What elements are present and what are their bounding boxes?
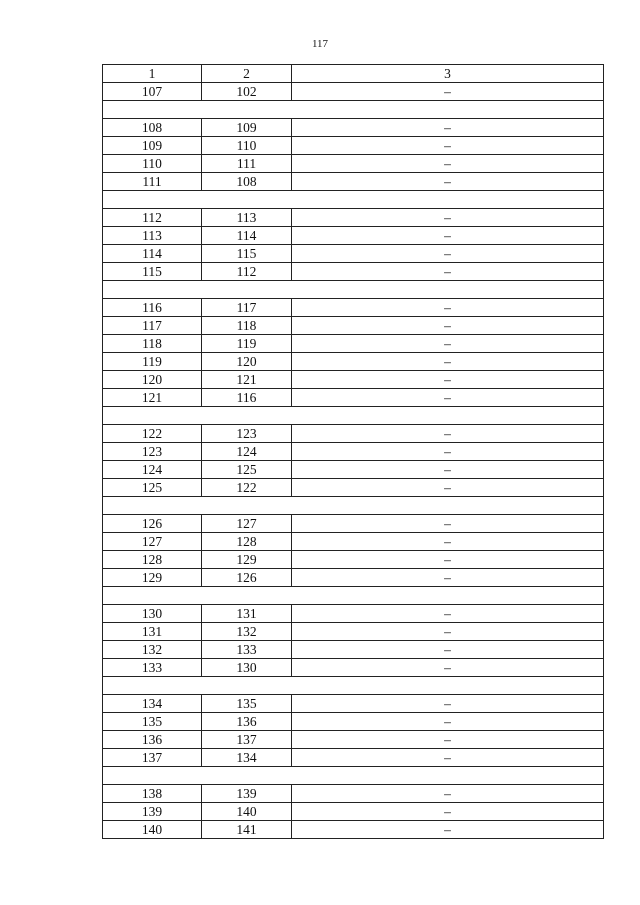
group-separator-row xyxy=(103,587,604,605)
table-row xyxy=(103,479,604,497)
table-cell: 123 xyxy=(103,443,202,461)
page-number: 117 xyxy=(311,38,329,50)
header-row xyxy=(103,65,604,83)
table-cell: 120 xyxy=(103,371,202,389)
table-cell: 107 xyxy=(103,83,202,101)
table-cell: 112 xyxy=(202,263,292,281)
table-cell: 133 xyxy=(202,641,292,659)
table-cell: – xyxy=(292,695,604,713)
column-header: 2 xyxy=(202,65,292,83)
table-cell: 132 xyxy=(103,641,202,659)
table-cell: 124 xyxy=(202,443,292,461)
table-cell: 108 xyxy=(103,119,202,137)
table-cell: 117 xyxy=(103,317,202,335)
separator-cell xyxy=(103,191,604,209)
table-row xyxy=(103,461,604,479)
table-cell: 125 xyxy=(103,479,202,497)
table-cell: 131 xyxy=(103,623,202,641)
table-cell: 132 xyxy=(202,623,292,641)
separator-cell xyxy=(103,497,604,515)
table-row xyxy=(103,119,604,137)
separator-cell xyxy=(103,767,604,785)
table-row xyxy=(103,803,604,821)
table-row xyxy=(103,695,604,713)
table-cell: – xyxy=(292,641,604,659)
table-cell: 134 xyxy=(103,695,202,713)
separator-cell xyxy=(103,677,604,695)
table-row xyxy=(103,389,604,407)
table-cell: – xyxy=(292,209,604,227)
table-row xyxy=(103,425,604,443)
table-cell: 102 xyxy=(202,83,292,101)
table-cell: – xyxy=(292,803,604,821)
table-cell: 114 xyxy=(103,245,202,263)
table-cell: 127 xyxy=(103,533,202,551)
table-cell: – xyxy=(292,299,604,317)
table-cell: 138 xyxy=(103,785,202,803)
table-cell: 141 xyxy=(202,821,292,839)
table-cell: 129 xyxy=(103,569,202,587)
group-separator-row xyxy=(103,767,604,785)
table-cell: 110 xyxy=(202,137,292,155)
table-cell: 137 xyxy=(103,749,202,767)
table-cell: – xyxy=(292,461,604,479)
table-cell: 108 xyxy=(202,173,292,191)
table-cell: 134 xyxy=(202,749,292,767)
data-table xyxy=(102,64,604,839)
table-cell: 116 xyxy=(202,389,292,407)
table-cell: – xyxy=(292,83,604,101)
group-separator-row xyxy=(103,281,604,299)
column-header: 1 xyxy=(103,65,202,83)
table-cell: 136 xyxy=(202,713,292,731)
table-row xyxy=(103,533,604,551)
table-cell: 117 xyxy=(202,299,292,317)
table-row xyxy=(103,353,604,371)
separator-cell xyxy=(103,407,604,425)
table-cell: 135 xyxy=(103,713,202,731)
separator-cell xyxy=(103,281,604,299)
table-cell: – xyxy=(292,551,604,569)
group-separator-row xyxy=(103,191,604,209)
table-cell: – xyxy=(292,155,604,173)
table-cell: – xyxy=(292,785,604,803)
table-cell: 113 xyxy=(103,227,202,245)
table-cell: 128 xyxy=(202,533,292,551)
table-cell: 109 xyxy=(202,119,292,137)
table-row xyxy=(103,83,604,101)
table-cell: – xyxy=(292,569,604,587)
table-cell: 115 xyxy=(103,263,202,281)
table-cell: – xyxy=(292,353,604,371)
table-cell: – xyxy=(292,119,604,137)
table-row xyxy=(103,173,604,191)
table-cell: 140 xyxy=(202,803,292,821)
table-row xyxy=(103,785,604,803)
table-cell: – xyxy=(292,137,604,155)
table-row xyxy=(103,731,604,749)
table-cell: 119 xyxy=(103,353,202,371)
table-cell: 122 xyxy=(202,479,292,497)
table-row xyxy=(103,443,604,461)
table-row xyxy=(103,245,604,263)
column-header: 3 xyxy=(292,65,604,83)
table-cell: 113 xyxy=(202,209,292,227)
table-cell: 137 xyxy=(202,731,292,749)
table-cell: – xyxy=(292,605,604,623)
table-cell: – xyxy=(292,623,604,641)
table-cell: – xyxy=(292,173,604,191)
table-cell: 130 xyxy=(202,659,292,677)
table-cell: 111 xyxy=(103,173,202,191)
table-cell: 131 xyxy=(202,605,292,623)
table-cell: – xyxy=(292,443,604,461)
table-cell: 110 xyxy=(103,155,202,173)
table-cell: 129 xyxy=(202,551,292,569)
table-row xyxy=(103,371,604,389)
table-cell: 130 xyxy=(103,605,202,623)
table-cell: – xyxy=(292,821,604,839)
table-cell: 118 xyxy=(202,317,292,335)
table-row xyxy=(103,659,604,677)
table-cell: 126 xyxy=(103,515,202,533)
table-row xyxy=(103,515,604,533)
table-cell: 133 xyxy=(103,659,202,677)
table-row xyxy=(103,155,604,173)
group-separator-row xyxy=(103,677,604,695)
table-row xyxy=(103,317,604,335)
table-cell: 122 xyxy=(103,425,202,443)
table-row xyxy=(103,137,604,155)
table-cell: – xyxy=(292,515,604,533)
table-cell: – xyxy=(292,425,604,443)
table-body xyxy=(103,65,604,839)
table-cell: – xyxy=(292,479,604,497)
separator-cell xyxy=(103,101,604,119)
table-cell: – xyxy=(292,659,604,677)
table-row xyxy=(103,623,604,641)
table-row xyxy=(103,227,604,245)
table-cell: 128 xyxy=(103,551,202,569)
table-row xyxy=(103,605,604,623)
table-cell: 121 xyxy=(202,371,292,389)
table-cell: – xyxy=(292,245,604,263)
table-cell: – xyxy=(292,335,604,353)
table-cell: 111 xyxy=(202,155,292,173)
table-cell: – xyxy=(292,731,604,749)
table-row xyxy=(103,209,604,227)
table-row xyxy=(103,641,604,659)
table-cell: – xyxy=(292,389,604,407)
table-cell: 139 xyxy=(202,785,292,803)
table-cell: 125 xyxy=(202,461,292,479)
table-cell: 121 xyxy=(103,389,202,407)
table-cell: – xyxy=(292,371,604,389)
table-cell: – xyxy=(292,749,604,767)
table-cell: 127 xyxy=(202,515,292,533)
table-row xyxy=(103,749,604,767)
table-cell: 139 xyxy=(103,803,202,821)
table-row xyxy=(103,335,604,353)
table-row xyxy=(103,713,604,731)
table-cell: 123 xyxy=(202,425,292,443)
table-cell: 135 xyxy=(202,695,292,713)
group-separator-row xyxy=(103,407,604,425)
table-cell: 109 xyxy=(103,137,202,155)
table-row xyxy=(103,821,604,839)
table-cell: 115 xyxy=(202,245,292,263)
separator-cell xyxy=(103,587,604,605)
table-cell: 120 xyxy=(202,353,292,371)
table-cell: 116 xyxy=(103,299,202,317)
table-cell: – xyxy=(292,533,604,551)
group-separator-row xyxy=(103,497,604,515)
table-cell: 124 xyxy=(103,461,202,479)
group-separator-row xyxy=(103,101,604,119)
table-row xyxy=(103,569,604,587)
table-cell: 136 xyxy=(103,731,202,749)
table-cell: – xyxy=(292,317,604,335)
table-cell: 126 xyxy=(202,569,292,587)
table-cell: – xyxy=(292,227,604,245)
table-row xyxy=(103,263,604,281)
table-cell: – xyxy=(292,713,604,731)
table-cell: – xyxy=(292,263,604,281)
table-cell: 119 xyxy=(202,335,292,353)
table-cell: 112 xyxy=(103,209,202,227)
table-row xyxy=(103,299,604,317)
table-cell: 140 xyxy=(103,821,202,839)
table-row xyxy=(103,551,604,569)
table-cell: 118 xyxy=(103,335,202,353)
table-cell: 114 xyxy=(202,227,292,245)
